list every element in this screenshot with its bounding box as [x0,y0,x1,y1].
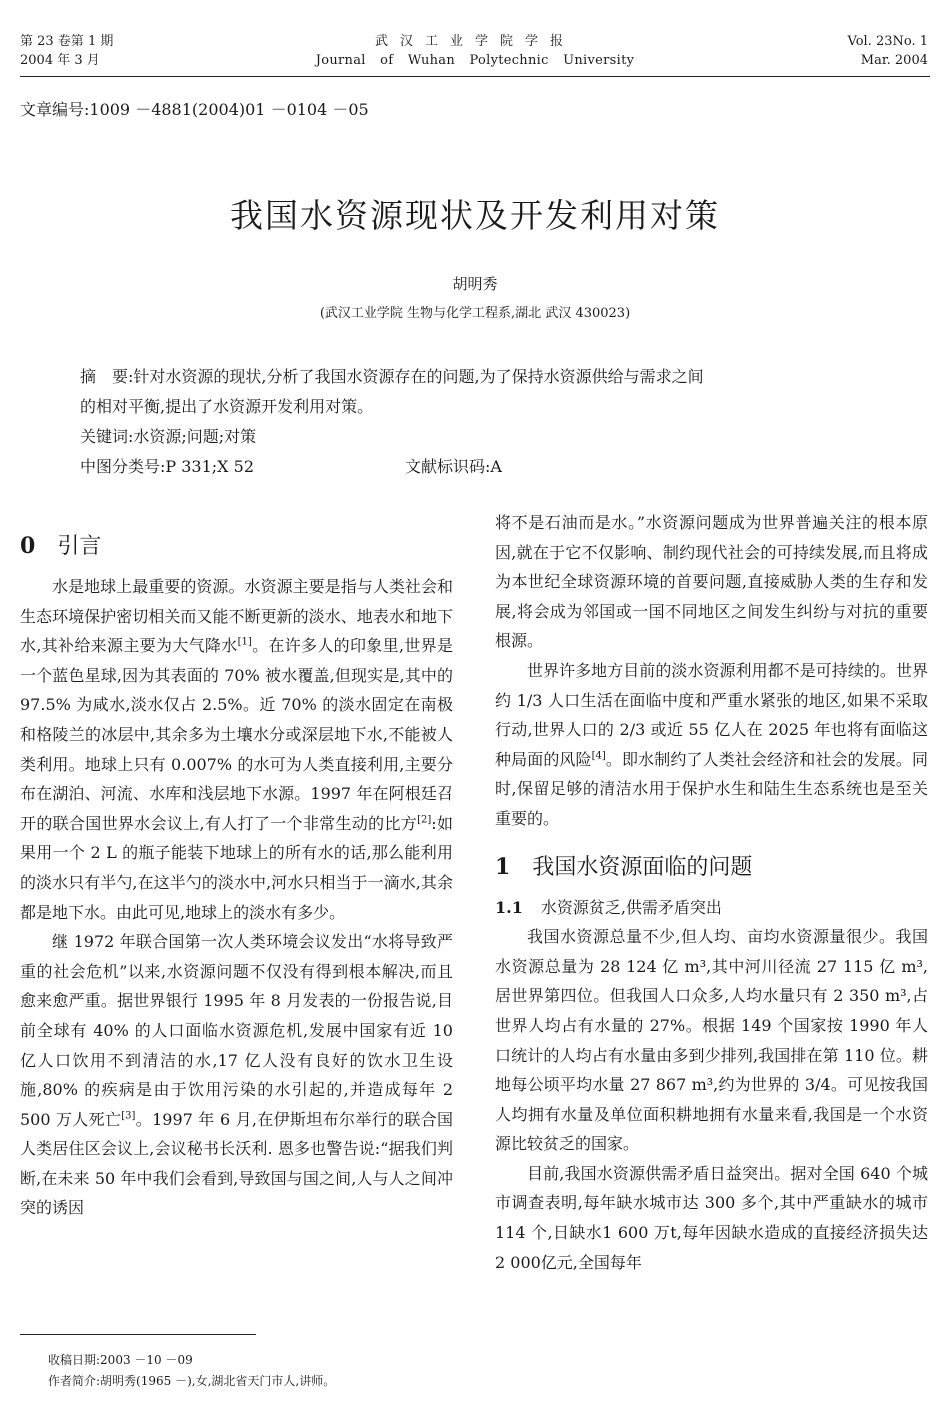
subsection-1-1-heading [495,893,928,923]
header-date-cn: 2004 年 3 月 [20,53,100,68]
footnote [48,1350,335,1392]
citation-3: [3] [121,1110,136,1122]
intro-paragraph-2 [20,927,453,1223]
abstract-label: 摘 要: [80,367,134,386]
journal-name-en: Journal of Wuhan Polytechnic University [315,53,635,68]
citation-1: [1] [237,636,252,648]
section-1-1-paragraph-2: 目前,我国水资源供需矛盾日益突出。据对全国 640 个城市调查表明,每年缺水城市达 300 多个,其中严重缺水的城市 114 个,日缺水1 600 万t,每年因缺水造成的直接经济损失达2 000亿元,全国每年 [495,1163,928,1272]
classification-line [80,452,880,482]
subsection-1-1-title: 水资源贫乏,供需矛盾突出 [540,897,722,917]
header-journal [0,32,950,70]
intro-paragraph-1 [20,572,453,927]
abstract-text-2: 的相对平衡,提出了水资源开发利用对策。 [80,397,374,416]
abstract-block [80,362,880,482]
document-code: 文献标识码:A [405,457,502,476]
received-date: 收稿日期:2003 －10 －09 [48,1353,193,1367]
citation-2: [2] [417,814,432,826]
intro-p1-part-a: 水是地球上最重要的资源。水资源主要是指与人类社会和生态环境保护密切相关而又能不断更新的淡水、地表水和地下水,其补给来源主要为大气降水 [20,577,453,656]
section-1-1-paragraph-1: 我国水资源总量不少,但人均、亩均水资源量很少。我国水资源总量为 28 124 亿 m³,其中河川径流 27 115 亿 m³,居世界第四位。但我国人口众多,人均水量只有 2 350 m³,占世界人均占有水量的 27%。根据 149 个国家按 1990 年人口统计的人均占有水量由多到少排列,我国排在第 110 位。耕地每公顷平均水量 27 867 m³,约为世界的 3/4。可见按我国人均拥有水量及单位面积耕地拥有水量来看,我国是一个水资源比较贫乏的国家。 [495,927,928,1154]
article-number: 文章编号:1009 －4881(2004)01 －0104 －05 [20,100,369,119]
journal-name-cn: 武汉工业学院学报 [374,34,575,49]
section-0-heading [20,531,453,562]
citation-4: [4] [591,750,606,762]
clc-number: 中图分类号:P 331;X 52 [80,457,255,476]
section-0-title: 引言 [57,534,102,559]
author-name: 胡明秀 [452,275,498,293]
affiliation: (武汉工业学院 生物与化学工程系,湖北 武汉 430023) [319,306,631,321]
section-1-heading [495,852,928,883]
intro-p2-part-b: 。1997 年 6 月,在伊斯坦布尔举行的联合国人类居住区会议上,会议秘书长沃利. 恩多也警告说:“据我们判断,在未来 50 年中我们会看到,导致国与国之间,人与人之间冲突的诱因 [20,1109,453,1218]
header-vol-issue: 第 23 卷第 1 期 [20,34,114,49]
intro-p2-part-a: 继 1972 年联合国第一次人类环境会议发出“水将导致严重的社会危机”以来,水资源问题不仅没有得到根本解决,而且愈来愈严重。据世界银行 1995 年 8 月发表的一份报告说,目前全球有 40% 的人口面临水资源危机,发展中国家有近 10 亿人口饮用不到清洁的水,17 亿人没有良好的饮水卫生设施,80% 的疾病是由于饮用污染的水引起的,并造成每年 2 500 万人死亡 [20,932,453,1129]
header-date-en: Mar. 2004 [860,53,928,68]
intro-p1-part-c: :如果用一个 2 L 的瓶子能装下地球上的所有水的话,那么能利用的淡水只有半勺,在这半勺的淡水中,河水只相当于一滴水,其余都是地下水。由此可见,地球上的淡水有多少。 [20,813,453,922]
right-column [495,508,928,1277]
intro-paragraph-2-cont: 将不是石油而是水。”水资源问题成为世界普遍关注的根本原因,就在于它不仅影响、制约现代社会的可持续发展,而且将成为本世纪全球资源环境的首要问题,直接威胁人类的生存和发展,将会成为邻国或一国不同地区之间发生纠纷与对抗的重要根源。 [495,513,928,651]
header-rule [20,76,930,77]
section-1-number: 1 [495,853,511,880]
subsection-1-1-number: 1.1 [495,897,523,917]
intro-p3-part-a: 世界许多地方目前的淡水资源利用都不是可持续的。世界约 1/3 人口生活在面临中度和严重水紧张的地区,如果不采取行动,世界人口的 2/3 或近 55 亿人在 2025 年也将有面临这种局面的风险 [495,660,928,769]
author-bio: 作者简介:胡明秀(1965 －),女,湖北省天门市人,讲师。 [48,1374,336,1388]
section-1-title: 我国水资源面临的问题 [532,854,753,880]
intro-p3-part-b: 。即水制约了人类社会经济和社会的发展。同时,保留足够的清洁水用于保护水生和陆生生态系统也是至关重要的。 [495,749,928,828]
intro-p1-part-b: 。在许多人的印象里,世界是一个蓝色星球,因为其表面的 70% 被水覆盖,但现实是,其中的 97.5% 为咸水,淡水仅占 2.5%。近 70% 的淡水固定在南极和格陵兰的冰层中,其余多为土壤水分或深层地下水,不能被人类利用。地球上只有 0.007% 的水可为人类直接利用,主要分布在湖泊、河流、水库和浅层地下水源。1997 年在阿根廷召开的联合国世界水会议上,有人打了一个非常生动的比方 [20,636,453,833]
paper-title: 我国水资源现状及开发利用对策 [230,196,720,235]
header-volume-info-en [848,32,929,70]
abstract-text-1: 针对水资源的现状,分析了我国水资源存在的问题,为了保持水资源供给与需求之间 [133,367,704,386]
header-vol-en: Vol. 23No. 1 [847,34,928,49]
section-0-number: 0 [20,533,36,559]
footnote-rule [20,1334,256,1335]
intro-paragraph-3 [495,656,928,834]
keywords: 关键词:水资源;问题;对策 [80,427,257,446]
left-column [20,525,453,1223]
abstract-line-1 [80,362,880,392]
